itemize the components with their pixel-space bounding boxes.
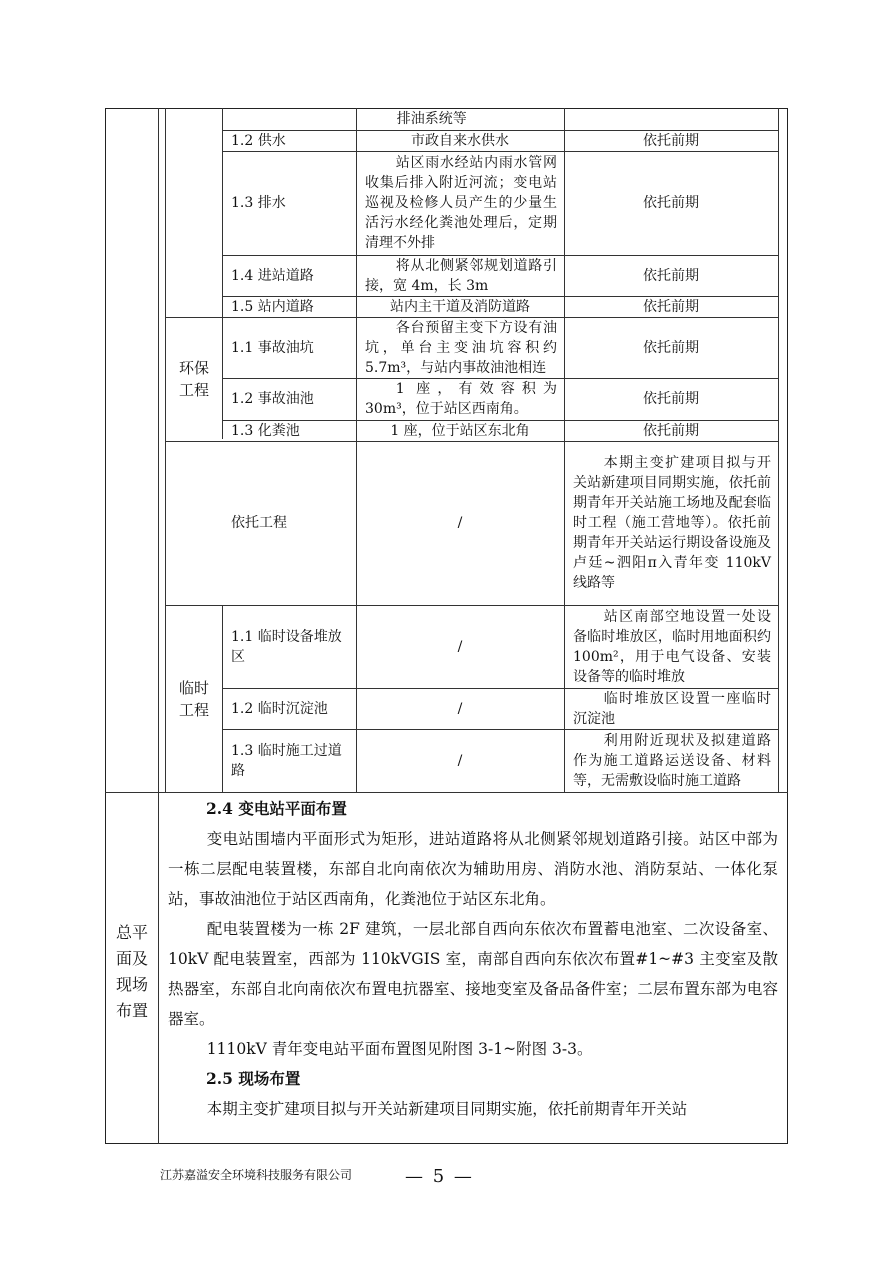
table-cell-item: 1.4 进站道路 — [231, 267, 314, 284]
table-cell-note: 临时堆放区设置一座临时沉淀池 — [573, 690, 771, 727]
heading-2-4: 2.4 变电站平面布置 — [206, 799, 347, 818]
table-cell-item: 1.2 事故油池 — [231, 391, 314, 407]
table-cell-note: 依托前期 — [643, 422, 699, 439]
table-line — [158, 108, 159, 1144]
table-cell-note: 依托前期 — [643, 132, 699, 149]
table-cell-content: / — [457, 638, 463, 655]
table-cell-content: 将从北侧紧邻规划道路引接，宽 4m，长 3m — [365, 257, 557, 294]
table-cell-content: / — [457, 515, 463, 531]
table-cell-item: 1.2 供水 — [231, 132, 286, 149]
table-cell-content: 站区雨水经站内雨水管网收集后排入附近河流；变电站巡视及检修人员产生的少量生活污水经化粪池处理后，定期清理不外排 — [365, 155, 557, 251]
section-body — [168, 794, 778, 1124]
table-cell-content: 站内主干道及消防道路 — [390, 298, 530, 315]
table-cell-item: 1.3 临时施工过道路 — [231, 742, 342, 779]
table-line — [165, 108, 166, 792]
table-cell-note: 站区南部空地设置一处设备临时堆放区，临时用地面积约 100m²，用于电气设备、安装设备等的临时堆放 — [573, 608, 771, 685]
paragraph-2: 配电装置楼为一栋 2F 建筑，一层北部自西向东依次布置蓄电池室、二次设备室、10kV 配电装置室，西部为 110kVGIS 室，南部自西向东依次布置#1~#3 主变室及散热器室，东部自北向南依次布置电抗器室、接地变室及备品备件室；二层布置东部为电容器室。 — [168, 920, 778, 1028]
paragraph-4: 本期主变扩建项目拟与开关站新建项目同期实施，依托前期青年开关站 — [206, 1100, 688, 1118]
table-cell-note: 依托前期 — [643, 298, 699, 315]
table-cell-content: 各台预留主变下方设有油坑，单台主变油坑容积约 5.7m³，与站内事故油池相连 — [365, 319, 557, 376]
paragraph-3: 1110kV 青年变电站平面布置图见附图 3-1~附图 3-3。 — [206, 1040, 593, 1058]
table-line — [105, 792, 788, 793]
table-cell-note: 本期主变扩建项目拟与开关站新建项目同期实施，依托前期青年开关站施工场地及配套临时工程（施工营地等）。依托前期青年开关站运行期设备设施及卢廷~泗阳π入青年变 110kV 线路等 — [573, 455, 771, 591]
table-cell-note: 依托前期 — [643, 339, 699, 356]
table-cell-item: 1.3 排水 — [231, 195, 286, 211]
table-cell-item: 1.5 站内道路 — [231, 298, 314, 315]
table-cell-item: 依托工程 — [231, 515, 287, 531]
table-cell-content: / — [457, 700, 463, 717]
group-label-temp: 临时工程 — [178, 678, 209, 719]
heading-2-5: 2.5 现场布置 — [206, 1069, 301, 1088]
table-line — [778, 108, 779, 792]
table-cell-content: 1 座，有效容积为 30m³，位于站区西南角。 — [365, 381, 557, 417]
paragraph-1: 变电站围墙内平面形式为矩形，进站道路将从北侧紧邻规划道路引接。站区中部为一栋二层配电装置楼，东部自北向南依次为辅助用房、消防水池、消防泵站、一体化泵站，事故油池位于站区西南角，化粪池位于站区东北角。 — [168, 830, 778, 908]
page-number: — 5 — — [405, 1166, 474, 1187]
footer-company: 江苏嘉溢安全环境科技服务有限公司 — [160, 1168, 353, 1182]
table-cell-item: 1.1 临时设备堆放区 — [231, 628, 342, 665]
section-label: 总平面及现场布置 — [115, 923, 148, 1020]
table-cell-content: 1 座，位于站区东北角 — [390, 422, 530, 439]
table-cell-note: 依托前期 — [643, 267, 699, 284]
table-cell-note: 依托前期 — [643, 391, 699, 407]
table-cell-item: 1.2 临时沉淀池 — [231, 700, 328, 717]
table-cell-item: 1.1 事故油坑 — [231, 339, 314, 356]
table-cell-content: 排油系统等 — [396, 111, 467, 127]
table-cell-item: 1.3 化粪池 — [231, 422, 300, 439]
group-label-env: 环保工程 — [178, 359, 209, 399]
table-cell-note: 依托前期 — [643, 195, 699, 211]
table-cell-content: / — [457, 752, 463, 769]
table-cell-note: 利用附近现状及拟建道路作为施工道路运送设备、材料等，无需敷设临时施工道路 — [573, 732, 771, 789]
table-cell-content: 市政自来水供水 — [411, 132, 509, 149]
